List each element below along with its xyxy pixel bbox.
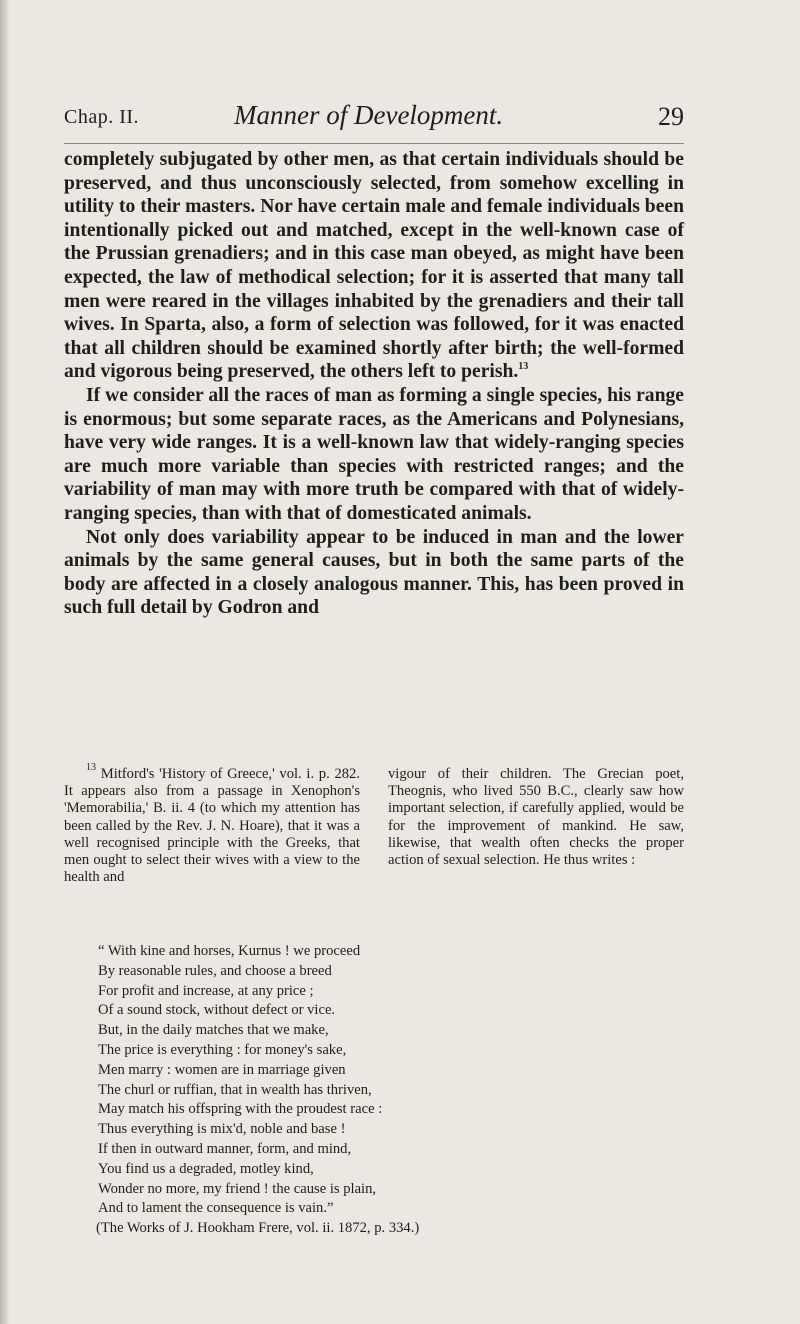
poem-line: Of a sound stock, without defect or vice. xyxy=(98,1002,336,1019)
running-title: Manner of Development. xyxy=(234,100,504,130)
paragraph-3: Not only does variability appear to be induced in man and the lower animals by the same general causes, but in both the same parts of the body are affected in a closely analogous manner. This, has been proved in such full detail by Godron and xyxy=(64,526,684,619)
poem-line: By reasonable rules, and choose a breed xyxy=(98,962,332,979)
poem-line: If then in outward manner, form, and mind, xyxy=(98,1140,352,1157)
page-header xyxy=(64,100,684,140)
footnote-left-paragraph xyxy=(64,762,360,886)
poem-line: And to lament the consequence is vain.” xyxy=(98,1200,334,1217)
footnote-block xyxy=(64,762,684,886)
footnote-right-column xyxy=(388,766,684,886)
page-binding-shadow xyxy=(0,0,10,1324)
poem-line: Thus everything is mix'd, noble and base ! xyxy=(98,1121,346,1138)
poem-line: “ With kine and horses, Kurnus ! we proceed xyxy=(98,943,361,959)
poem-line: May match his offspring with the proudest race : xyxy=(98,1101,383,1118)
main-text xyxy=(64,148,684,620)
footnote-reference: 13 xyxy=(518,361,529,373)
footnote-left-column xyxy=(64,762,360,886)
poem-line: The churl or ruffian, that in wealth has thriven, xyxy=(98,1081,372,1098)
poem-line: For profit and increase, at any price ; xyxy=(98,982,314,999)
poem-source-citation: (The Works of J. Hookham Frere, vol. ii. 1872, p. 334.) xyxy=(96,1220,420,1237)
poem-line: The price is everything : for money's sake, xyxy=(98,1041,347,1058)
poem-line: Wonder no more, my friend ! the cause is plain, xyxy=(98,1180,377,1197)
footnote-left-text: Mitford's 'History of Greece,' vol. i. p. 282. It appears also from a passage in Xenophon's 'Memorabilia,' B. ii. 4 (to which my attention has been called by the Rev. J. N. Hoare), that it was a well recognised principle with the Greeks, that men ought to select their wives with a view to the health and xyxy=(64,766,360,886)
footnote-number: 13 xyxy=(86,762,96,773)
paragraph-1-text: completely subjugated by other men, as that certain individuals should be preserved, and thus unconsciously selected, from somehow excelling in utility to their masters. Nor have certain male and female individuals been intentionally picked out and matched, except in the well-known case of the Prussian grenadiers; and in this case man obeyed, as might have been expected, the law of methodical selection; for it is asserted that many tall men were reared in the villages inhabited by the grenadiers and their tall wives. In Sparta, also, a form of selection was followed, for it was enacted that all children should be examined shortly after birth; the well-formed and vigorous being preserved, the others left to perish. xyxy=(64,149,684,383)
poem-line: You find us a degraded, motley kind, xyxy=(98,1160,314,1177)
footnote-right-text: vigour of their children. The Grecian poet, Theognis, who lived 550 B.C., clearly saw how important selection, if carefully applied, would be for the improvement of mankind. He saw, likewise, that wealth often checks the proper action of sexual selection. He thus writes : xyxy=(388,766,684,869)
header-rule xyxy=(64,143,684,144)
chapter-label: Chap. II. xyxy=(64,106,140,128)
poem-line: Men marry : women are in marriage given xyxy=(98,1061,346,1078)
paragraph-2: If we consider all the races of man as forming a single species, his range is enormous; but some separate races, as the Americans and Polynesians, have very wide ranges. It is a well-known law that widely-ranging species are much more variable than species with restricted ranges; and the variability of man may with more truth be compared with that of widely-ranging species, than with that of domesticated animals. xyxy=(64,384,684,524)
page-number: 29 xyxy=(658,102,684,131)
paragraph-1 xyxy=(64,148,684,384)
poem-quotation xyxy=(98,942,658,1239)
poem-line: But, in the daily matches that we make, xyxy=(98,1022,329,1039)
